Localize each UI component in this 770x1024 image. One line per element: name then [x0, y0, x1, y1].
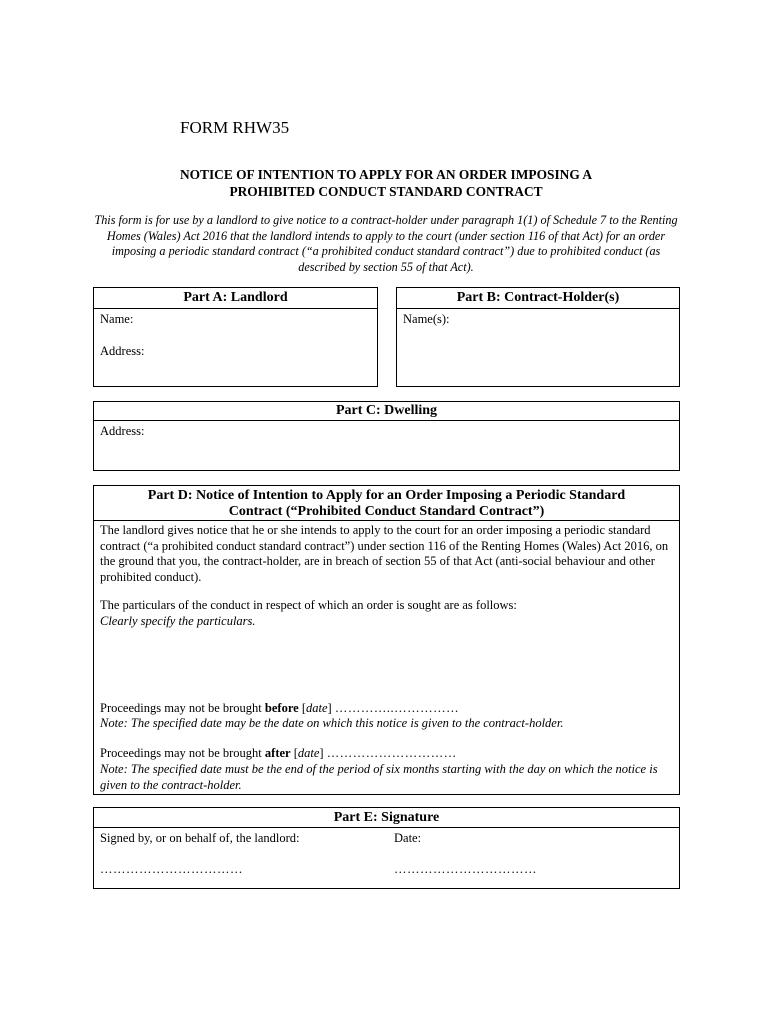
part-c-dwelling [93, 401, 680, 471]
after-prefix: Proceedings may not be brought [100, 746, 265, 760]
before-note: Note: The specified date may be the date on which this notice is given to the contract-holder. [100, 716, 564, 730]
part-e-signature [93, 807, 680, 889]
form-intro: This form is for use by a landlord to give notice to a contract-holder under paragraph 1(1) of Schedule 7 to the Renting Homes (Wales) Act 2016 that the landlord intends to apply to the court (under section 116 of that Act) for an order imposing a periodic standard contract (“a prohibited conduct standard contract”) due to prohibited conduct (as described by section 55 of that Act). [94, 213, 678, 274]
particulars-prompt: Clearly specify the particulars. [100, 614, 256, 628]
part-d-notice [93, 485, 680, 795]
part-a-header: Part A: Landlord [94, 288, 377, 309]
dwelling-address-label: Address: [100, 424, 145, 438]
part-a-landlord [93, 287, 378, 387]
proceedings-after-line: Proceedings may not be brought after [date] ………………………… [100, 746, 457, 760]
after-date-word: date [297, 746, 320, 760]
part-d-header-line1: Part D: Notice of Intention to Apply for an Order Imposing a Periodic Standard [147, 488, 626, 503]
part-b-contract-holders [396, 287, 680, 387]
form-id: FORM RHW35 [180, 118, 290, 137]
form-title [92, 167, 680, 200]
particulars-intro: The particulars of the conduct in respect of which an order is sought are as follows: [100, 598, 517, 612]
before-prefix: Proceedings may not be brought [100, 701, 265, 715]
after-word: after [264, 746, 291, 760]
before-word: before [264, 701, 299, 715]
after-date-dots: ………………………… [326, 746, 457, 760]
part-e-header: Part E: Signature [94, 808, 679, 828]
signature-date-line: …………………………… [394, 862, 537, 876]
notice-paragraph: The landlord gives notice that he or she intends to apply to the court for an order imposing a periodic standard contract (“a prohibited conduct standard contract”) under section 116 of the Renting Homes (Wales) Act 2016, on the ground that you, the contract-holder, are in breach of section 55 of that Act (anti-social behaviour and other prohibited conduct). [100, 523, 669, 584]
signature-line: …………………………… [100, 862, 243, 876]
before-date-word: date [306, 701, 328, 715]
after-note: Note: The specified date must be the end of the period of six months starting with the day on which the notice is given to the contract-holder. [100, 762, 658, 792]
form-title-line1: NOTICE OF INTENTION TO APPLY FOR AN ORDER IMPOSING A [179, 167, 593, 182]
contract-holder-names-label: Name(s): [403, 312, 450, 326]
signature-date-label: Date: [394, 831, 422, 845]
part-b-header: Part B: Contract-Holder(s) [397, 288, 679, 309]
signed-by-label: Signed by, or on behalf of, the landlord: [100, 831, 300, 845]
form-title-line2: PROHIBITED CONDUCT STANDARD CONTRACT [229, 183, 543, 199]
landlord-name-label: Name: [100, 312, 134, 326]
proceedings-before-line: Proceedings may not be brought before [date] …………..…………… [100, 701, 460, 715]
part-d-header-line2: Contract (“Prohibited Conduct Standard Contract”) [228, 504, 545, 519]
part-c-header: Part C: Dwelling [94, 402, 679, 421]
landlord-address-label: Address: [100, 344, 145, 358]
part-d-header [94, 486, 679, 521]
before-date-dots: …………..…………… [334, 701, 460, 715]
